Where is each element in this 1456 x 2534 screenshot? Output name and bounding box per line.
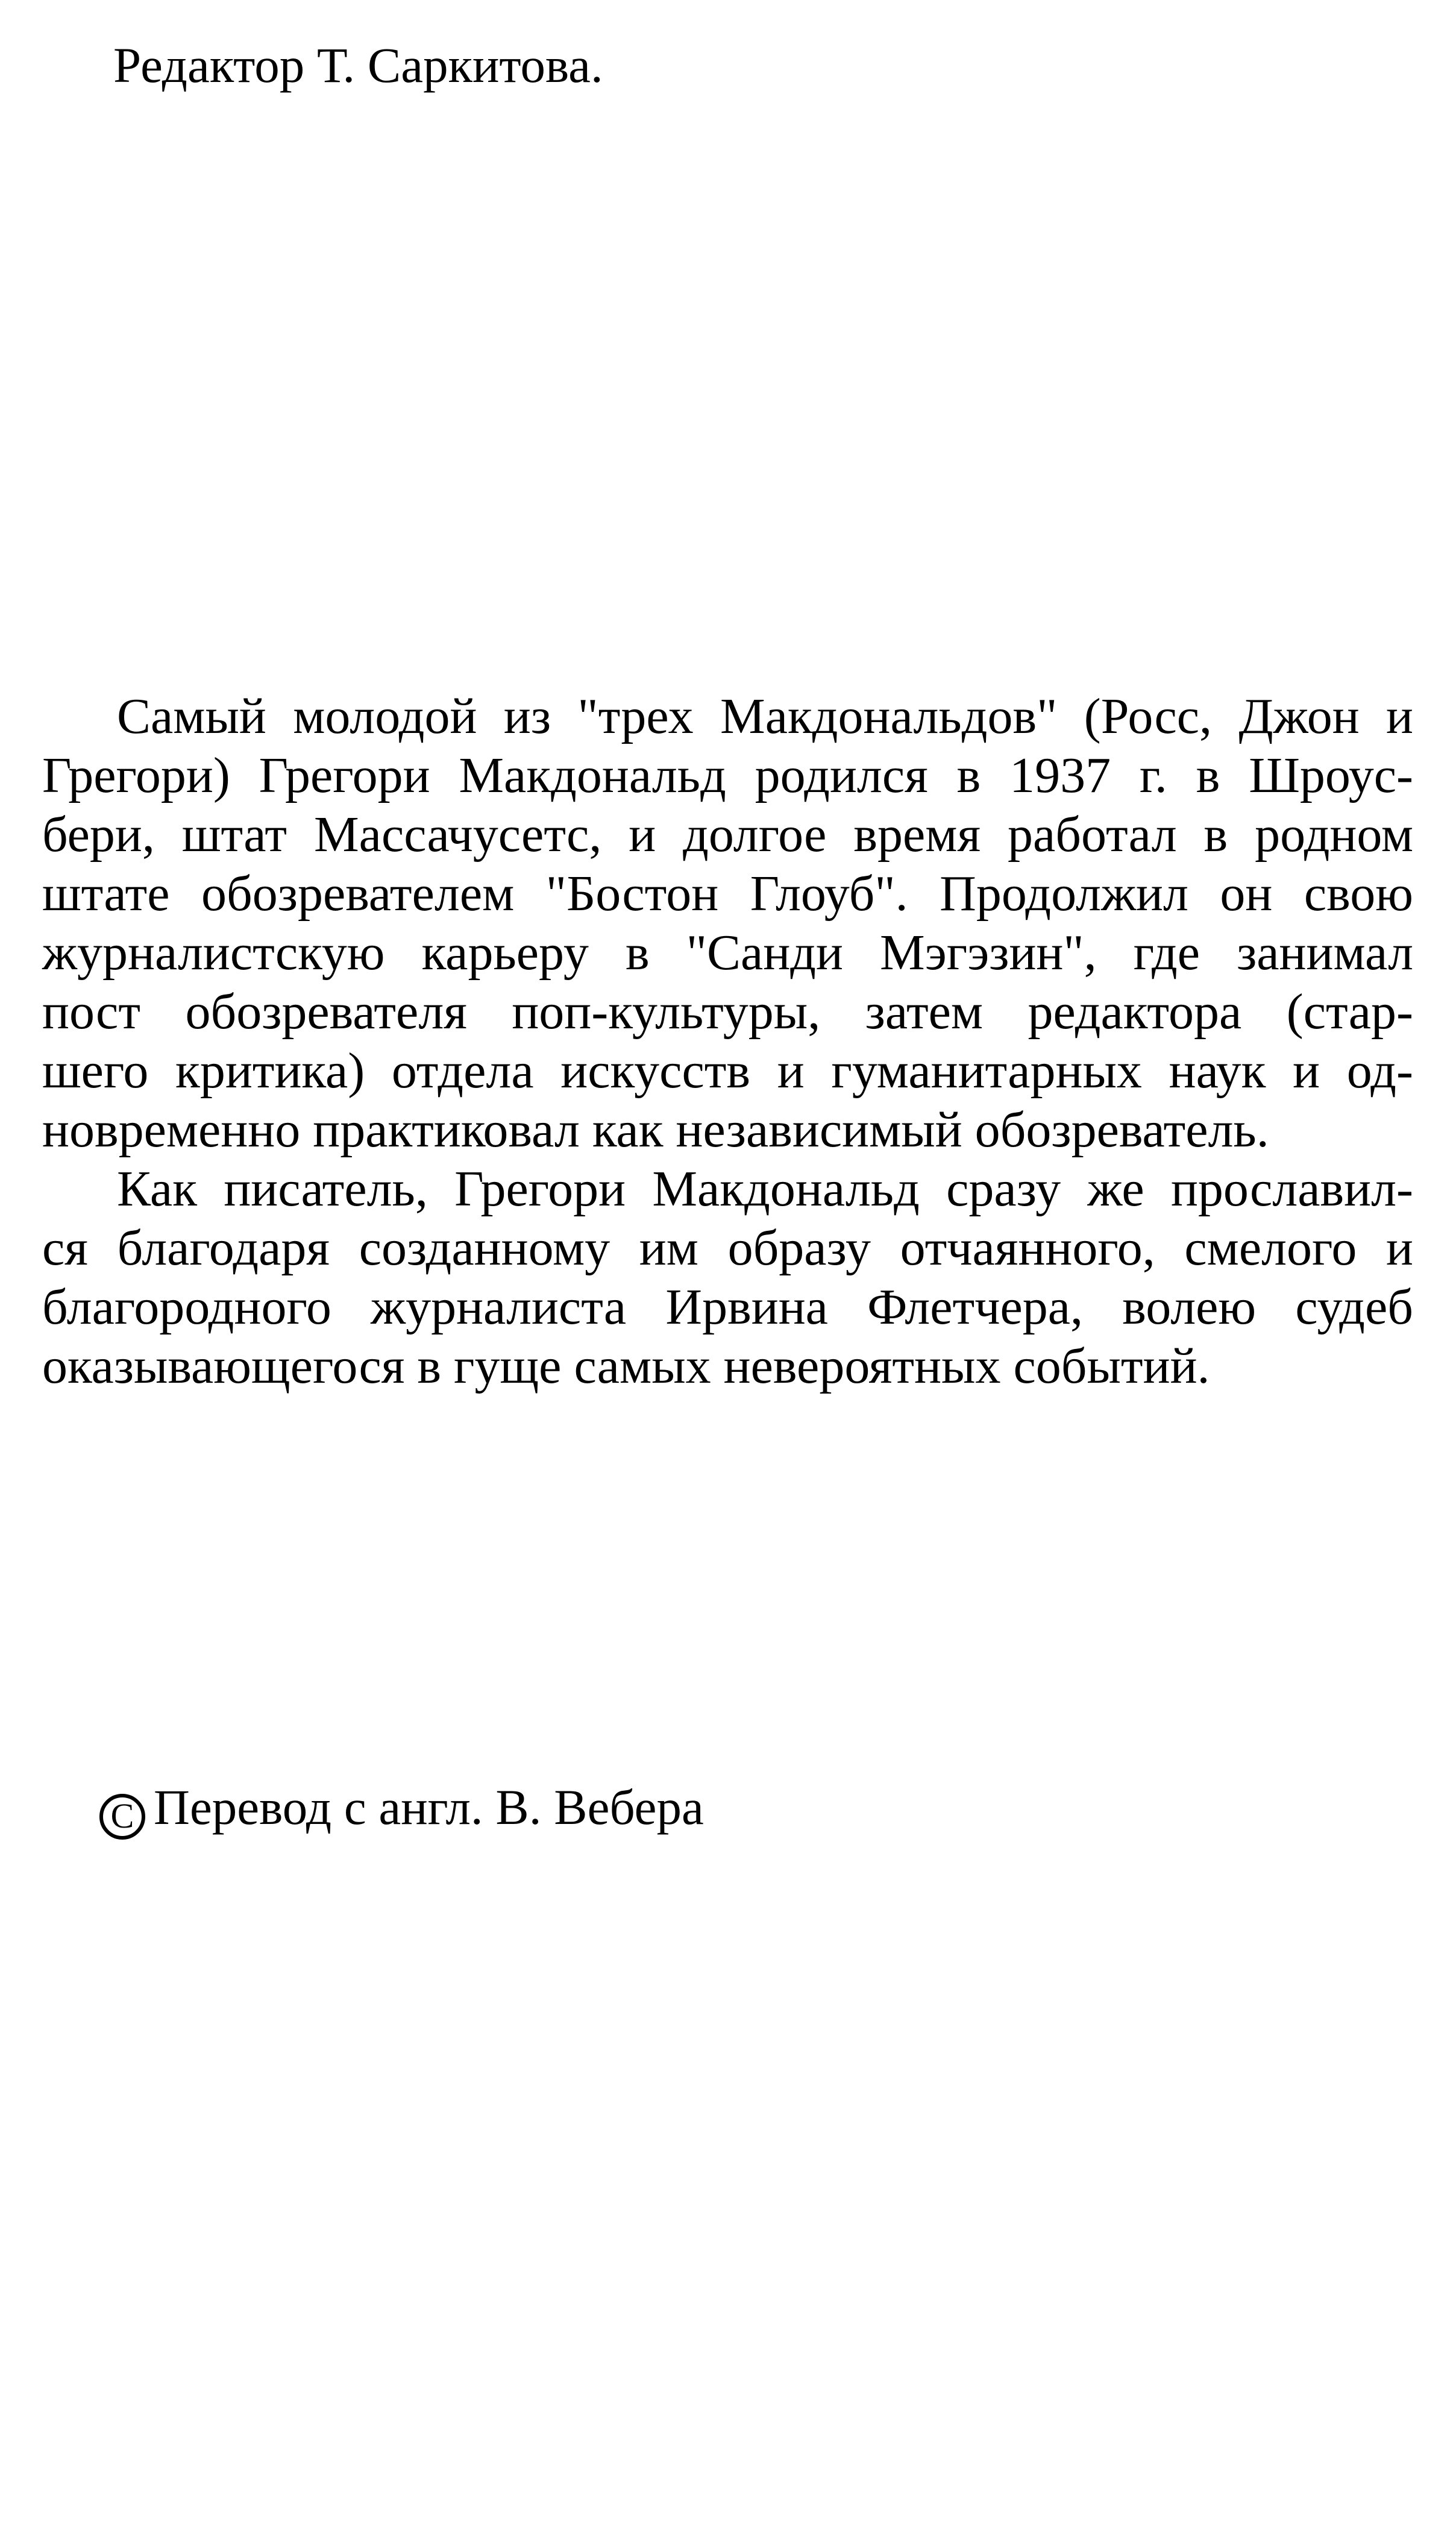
annotation-line: штате обозревателем "Бостон Глоуб". Продолжил он свою: [42, 866, 1413, 922]
copyright-text: Перевод с англ. В. Вебера: [154, 1779, 704, 1835]
annotation-line: благородного журналиста Ирвина Флетчера, волею судеб: [42, 1279, 1413, 1335]
editor-credit: Редактор Т. Саркитова.: [113, 37, 603, 93]
copyright-notice: [99, 1777, 704, 1840]
annotation-line: новременно практиковал как независимый обозреватель.: [42, 1102, 1269, 1158]
annotation-line: ся благодаря созданному им образу отчаянного, смелого и: [42, 1220, 1413, 1276]
annotation-line: шего критика) отдела искусств и гуманитарных наук и од-: [42, 1043, 1413, 1099]
annotation-line: оказывающегося в гуще самых невероятных событий.: [42, 1338, 1210, 1394]
annotation-line: бери, штат Массачусетс, и долгое время работал в родном: [42, 806, 1413, 863]
copyright-icon: C: [99, 1794, 145, 1840]
annotation-line: пост обозревателя поп-культуры, затем редактора (стар-: [42, 984, 1413, 1040]
annotation-line: журналистскую карьеру в "Санди Мэгэзин", где занимал: [42, 925, 1413, 981]
annotation-line: Как писатель, Грегори Макдональд сразу же прославил-: [117, 1161, 1413, 1217]
annotation-line: Самый молодой из "трех Макдональдов" (Росс, Джон и: [117, 688, 1413, 744]
book-annotation: [42, 687, 1413, 1396]
annotation-line: Грегори) Грегори Макдональд родился в 1937 г. в Шроус-: [42, 747, 1413, 803]
